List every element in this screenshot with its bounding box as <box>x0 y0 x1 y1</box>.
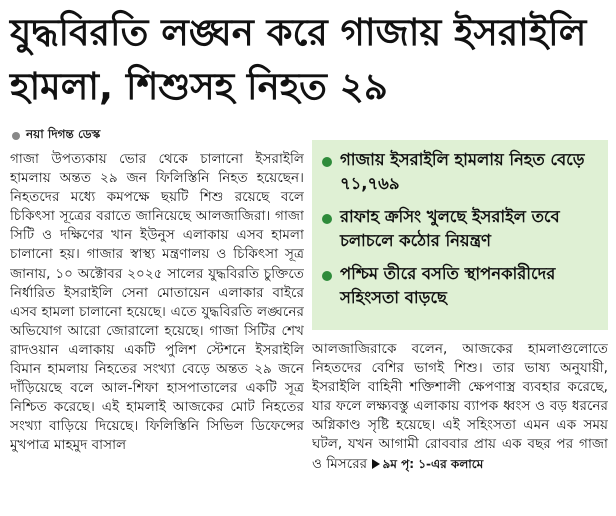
highlight-item <box>322 148 600 196</box>
triangle-arrow-icon <box>372 459 380 469</box>
byline-dot-icon <box>12 132 20 140</box>
article-body-left: গাজা উপত্যকায় ভোর থেকে চালানো ইসরাইলি হামলায় অন্তত ২৯ জন ফিলিস্তিনি নিহত হয়েছেন। নিহতদের মধ্যে কমপক্ষে ছয়টি শিশু রয়েছে বলে চিকিৎসা সূত্রের বরাতে জানিয়েছে আলজাজিরা। গাজা সিটি ও দক্ষিণের খান ইউনুস এলাকায় এসব হামলা চালানো হয়। গাজার স্বাস্থ্য মন্ত্রণালয় ও চিকিৎসা সূত্র জানায়, ১০ অক্টোবর ২০২৫ সালের যুদ্ধবিরতি চুক্তিতে নির্ধারিত ইসরাইলি সেনা মোতায়েন এলাকার বাইরে এসব হামলা চালানো হয়েছে। এতে যুদ্ধবিরতি লঙ্ঘনের অভিযোগ আরো জোরালো হয়েছে। গাজা সিটির শেখ রাদওয়ান এলাকায় একটি পুলিশ স্টেশনে ইসরাইলি বিমান হামলায় নিহতের সংখ্যা বেড়ে অন্তত ২৯ জনে দাঁড়িয়েছে বলে আল-শিফা হাসপাতালের একটি সূত্র নিশ্চিত করেছে। এই হামলাই আজকের মোট নিহতের সংখ্যা বাড়িয়ে দিয়েছে। ফিলিস্তিনি সিভিল ডিফেন্সের মুখপাত্র মাহমুদ বাসাল <box>10 151 304 454</box>
highlight-text: গাজায় ইসরাইলি হামলায় নিহত বেড়ে ৭১,৭৬৯ <box>340 150 585 193</box>
continued-note-text: ৯ম পৃ: ১-এর কলামে <box>382 456 484 471</box>
highlight-item <box>322 262 600 310</box>
article-body-right-text: আলজাজিরাকে বলেন, আজকের হামলাগুলোতে নিহতদের বেশির ভাগই শিশু। তার ভাষ্য অনুযায়ী, ইসরাইলি বাহিনী শক্তিশালী ক্ষেপণাস্ত্র ব্যবহার করেছে, যার ফলে লক্ষ্যবস্তু এলাকায় ব্যাপক ধ্বংস ও বড় ধরনের অগ্নিকাণ্ড সৃষ্টি হয়েছে। এই সহিংসতা এমন এক সময় ঘটল, যখন আগামী রোববার প্রায় এক বছর পর গাজা ও মিসরের <box>312 341 608 472</box>
article-body-right <box>312 340 608 474</box>
article-column-right <box>312 340 608 512</box>
highlight-item <box>322 205 600 253</box>
highlight-text: পশ্চিম তীরে বসতি স্থাপনকারীদের সহিংসতা বাড়ছে <box>340 264 556 307</box>
bullet-icon <box>322 271 332 281</box>
article-column-left <box>10 150 304 512</box>
highlights-box <box>312 140 608 330</box>
headline: যুদ্ধবিরতি লঙ্ঘন করে গাজায় ইসরাইলি হামলা, শিশুসহ নিহত ২৯ <box>10 11 587 108</box>
byline <box>12 126 100 146</box>
byline-text: নয়া দিগন্ত ডেস্ক <box>26 127 101 141</box>
highlight-text: রাফাহ ক্রসিং খুলছে ইসরাইল তবে চলাচলে কঠোর নিয়ন্ত্রণ <box>340 207 560 250</box>
bullet-icon <box>322 157 332 167</box>
bullet-icon <box>322 214 332 224</box>
continued-note <box>372 457 484 471</box>
